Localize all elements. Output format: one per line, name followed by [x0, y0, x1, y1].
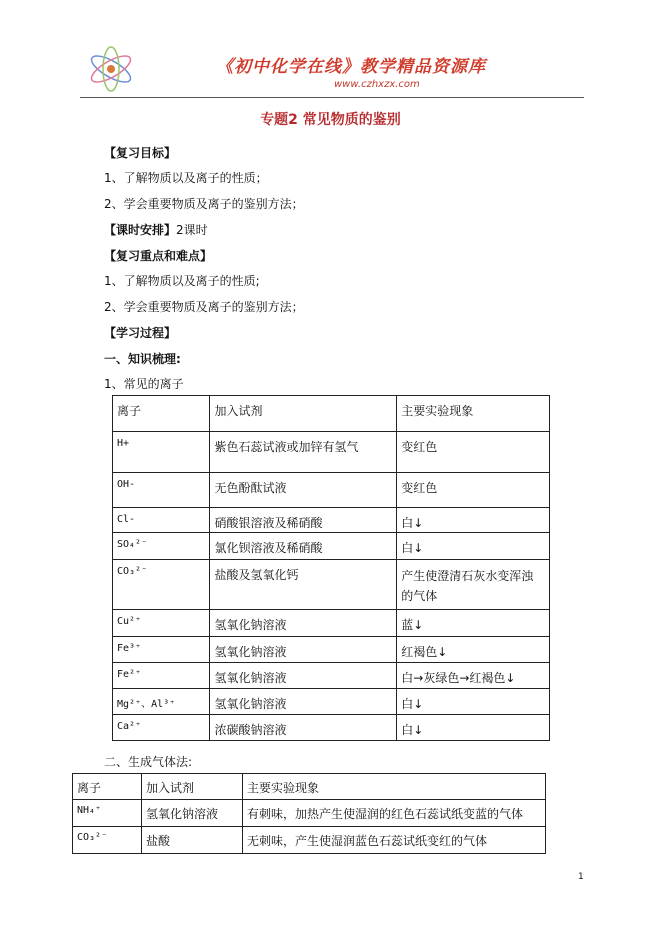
site-url: www.czhxzx.com [334, 79, 420, 90]
table-header-cell: 加入试剂 [142, 774, 243, 800]
process-heading: 【学习过程】 [104, 326, 177, 340]
common-ions-label: 1、常见的离子 [104, 377, 184, 391]
table-row [113, 508, 550, 533]
table-header-cell: 离子 [73, 774, 142, 800]
table-row [113, 715, 550, 741]
phenomenon-cell: 白↓ [397, 715, 550, 741]
table-row [113, 663, 550, 689]
reagent-cell: 浓碳酸钠溶液 [210, 715, 397, 741]
schedule-line [104, 221, 208, 238]
ion-cell: Cu²⁺ [113, 610, 210, 637]
reagent-cell: 盐酸及氢氧化钙 [210, 560, 397, 610]
table-header-row [113, 396, 550, 432]
phenomenon-cell: 白↓ [397, 533, 550, 560]
phenomenon-cell: 产生使澄清石灰水变浑浊的气体 [397, 560, 550, 610]
reagent-cell: 氢氧化钠溶液 [210, 663, 397, 689]
ion-cell: SO₄²⁻ [113, 533, 210, 560]
page-title: 专题2 常见物质的鉴别 [260, 112, 401, 128]
ion-cell: Mg²⁺、Al³⁺ [113, 689, 210, 715]
schedule-value: 2课时 [176, 223, 208, 237]
reagent-cell: 氢氧化钠溶液 [210, 637, 397, 663]
ion-cell: OH- [113, 473, 210, 508]
ion-cell: H+ [113, 432, 210, 473]
table-row [113, 473, 550, 508]
reagent-cell: 氯化钡溶液及稀硝酸 [210, 533, 397, 560]
key-1: 1、了解物质以及离子的性质; [104, 274, 260, 288]
table-row [113, 533, 550, 560]
ion-cell: NH₄⁺ [73, 800, 142, 827]
page-number: 1 [578, 872, 584, 882]
phenomenon-cell: 有刺味，加热产生使湿润的红色石蕊试纸变蓝的气体 [243, 800, 546, 827]
ion-cell: Fe²⁺ [113, 663, 210, 689]
schedule-heading: 【课时安排】 [104, 223, 177, 237]
ion-cell: Cl- [113, 508, 210, 533]
key-2: 2、学会重要物质及离子的鉴别方法； [104, 300, 304, 314]
phenomenon-cell: 蓝↓ [397, 610, 550, 637]
ion-cell: CO₃²⁻ [113, 560, 210, 610]
ion-cell: CO₃²⁻ [73, 827, 142, 854]
table-row [73, 827, 546, 854]
table-header-cell: 主要实验现象 [243, 774, 546, 800]
key-heading: 【复习重点和难点】 [104, 249, 213, 263]
gas-table [72, 773, 546, 854]
gas-method-label: 二、生成气体法: [104, 755, 193, 769]
table-row [113, 560, 550, 610]
reagent-cell: 氢氧化钠溶液 [142, 800, 243, 827]
phenomenon-cell: 红褐色↓ [397, 637, 550, 663]
ion-cell: Ca²⁺ [113, 715, 210, 741]
phenomenon-cell: 白↓ [397, 689, 550, 715]
knowledge-heading: 一、知识梳理: [104, 352, 181, 366]
phenomenon-cell: 白↓ [397, 508, 550, 533]
table-row [113, 689, 550, 715]
reagent-cell: 氢氧化钠溶液 [210, 610, 397, 637]
phenomenon-cell: 无刺味，产生使湿润蓝色石蕊试纸变红的气体 [243, 827, 546, 854]
header-banner [80, 40, 584, 100]
phenomenon-cell: 变红色 [397, 473, 550, 508]
ion-cell: Fe³⁺ [113, 637, 210, 663]
phenomenon-cell: 白→灰绿色→红褐色↓ [397, 663, 550, 689]
header-divider [80, 97, 584, 98]
reagent-cell: 无色酚酞试液 [210, 473, 397, 508]
reagent-cell: 盐酸 [142, 827, 243, 854]
atom-logo-icon [84, 42, 138, 96]
table-header-cell: 加入试剂 [210, 396, 397, 432]
table-row [113, 637, 550, 663]
table-header-cell: 离子 [113, 396, 210, 432]
goal-2: 2、学会重要物质及离子的鉴别方法； [104, 197, 304, 211]
phenomenon-cell: 变红色 [397, 432, 550, 473]
reagent-cell: 硝酸银溶液及稀硝酸 [210, 508, 397, 533]
reagent-cell: 紫色石蕊试液或加锌有氢气 [210, 432, 397, 473]
reagent-cell: 氢氧化钠溶液 [210, 689, 397, 715]
table-header-cell: 主要实验现象 [397, 396, 550, 432]
table-row [113, 432, 550, 473]
site-title: 《初中化学在线》教学精品资源库 [216, 57, 486, 77]
table-header-row [73, 774, 546, 800]
goal-1: 1、了解物质以及离子的性质； [104, 171, 268, 185]
table-row [113, 610, 550, 637]
ion-table [112, 395, 550, 741]
table-row [73, 800, 546, 827]
goals-heading: 【复习目标】 [104, 146, 177, 160]
